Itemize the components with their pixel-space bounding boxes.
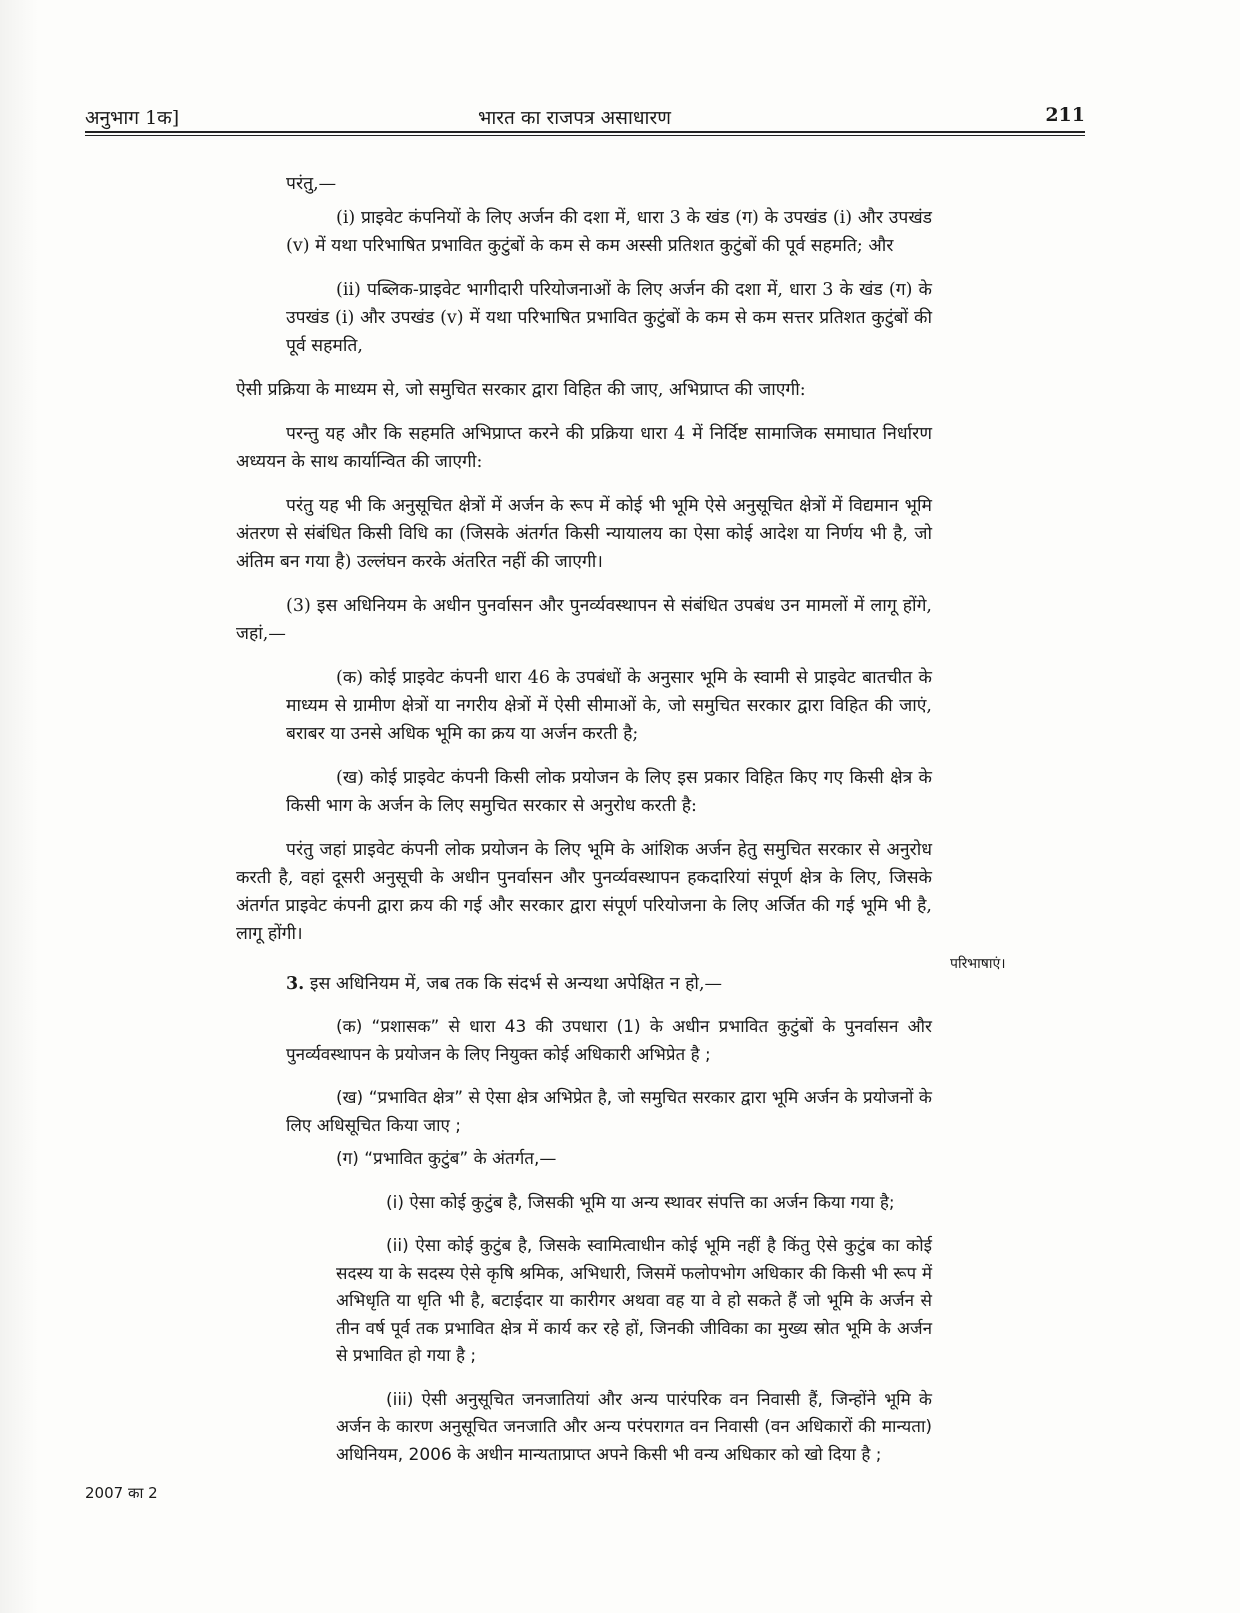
paragraph-partial-acquisition: परंतु जहां प्राइवेट कंपनी लोक प्रयोजन के लिए भूमि के आंशिक अर्जन हेतु समुचित सरकार से अनुरोध करती है, वहां दूसरी अनुसूची के अधीन पुनर्वासन और पुनर्व्यवस्थापन हकदारियां संपूर्ण क्षेत्र के लिए, जिसके अंतर्गत प्राइवेट कंपनी द्वारा क्रय की गई और सरकार द्वारा संपूर्ण परियोजना के लिए अर्जित की गई भूमि भी है, लागू होंगी। xyxy=(236,840,932,944)
affected-family-subclause-iii: (iii) ऐसी अनुसूचित जनजातियां और अन्य पारंपरिक वन निवासी हैं, जिन्होंने भूमि के अर्जन के कारण अनुसूचित जनजाति और अन्य परंपरागत वन निवासी (वन अधिकारों की मान्यता) अधिनियम, 2006 के अधीन मान्यताप्राप्त अपने किसी भी वन्य अधिकार को खो दिया है ; xyxy=(336,1389,932,1465)
section-3-intro: इस अधिनियम में, जब तक कि संदर्भ से अन्यथा अपेक्षित न हो,— xyxy=(309,974,723,994)
clause-kha: (ख) कोई प्राइवेट कंपनी किसी लोक प्रयोजन के लिए इस प्रकार विहित किए गए किसी क्षेत्र के किसी भाग के अर्जन के लिए समुचित सरकार से अनुरोध करती है: xyxy=(286,768,932,816)
header-section-label: अनुभाग 1क] xyxy=(85,107,180,129)
definition-affected-family: (ग) “प्रभावित कुटुंब” के अंतर्गत,— xyxy=(336,1149,557,1169)
proviso-clause-ii: (ii) पब्लिक-प्राइवेट भागीदारी परियोजनाओं के लिए अर्जन की दशा में, धारा 3 के खंड (ग) के उपखंड (i) और उपखंड (v) में यथा परिभाषित प्रभावित कुटुंबों के कम से कम सत्तर प्रतिशत कुटुंबों की पूर्व सहमति, xyxy=(286,280,932,356)
section-3-number: 3. xyxy=(286,974,305,994)
page-header xyxy=(85,100,1085,130)
clause-ka: (क) कोई प्राइवेट कंपनी धारा 46 के उपबंधों के अनुसार भूमि के स्वामी से प्राइवेट बातचीत के माध्यम से ग्रामीण क्षेत्रों या नगरीय क्षेत्रों में ऐसी सीमाओं के, जो समुचित सरकार द्वारा विहित की जाएं, बराबर या उनसे अधिक भूमि का क्रय या अर्जन करती है; xyxy=(286,668,932,744)
header-page-number: 211 xyxy=(1045,104,1085,126)
definition-administrator: (क) “प्रशासक” से धारा 43 की उपधारा (1) के अधीन प्रभावित कुटुंबों के पुनर्वासन और पुनर्व्यवस्थापन के प्रयोजन के लिए नियुक्त कोई अधिकारी अभिप्रेत है ; xyxy=(286,1017,932,1065)
subsection-3: (3) इस अधिनियम के अधीन पुनर्वासन और पुनर्व्यवस्थापन से संबंधित उपबंध उन मामलों में लागू होंगे, जहां,— xyxy=(236,596,932,644)
affected-family-subclause-ii: (ii) ऐसा कोई कुटुंब है, जिसके स्वामित्वाधीन कोई भूमि नहीं है किंतु ऐसे कुटुंब का कोई सदस्य या के सदस्य ऐसे कृषि श्रमिक, अभिधारी, जिसमें फलोपभोग अधिकार की किसी भी रूप में अभिधृति या धृति भी है, बटाईदार या कारीगर अथवा वह या वे हो सकते हैं जो भूमि के अर्जन से तीन वर्ष पूर्व तक प्रभावित क्षेत्र में कार्य कर रहे हों, जिनकी जीविका का मुख्य स्रोत भूमि के अर्जन से प्रभावित हो गया है ; xyxy=(336,1236,932,1366)
definition-affected-area: (ख) “प्रभावित क्षेत्र” से ऐसा क्षेत्र अभिप्रेत है, जो समुचित सरकार द्वारा भूमि अर्जन के प्रयोजनों के लिए अधिसूचित किया जाए ; xyxy=(286,1088,932,1136)
affected-family-subclause-i: (i) ऐसा कोई कुटुंब है, जिसकी भूमि या अन्य स्थावर संपत्ति का अर्जन किया गया है; xyxy=(386,1192,895,1213)
header-gazette-title: भारत का राजपत्र असाधारण xyxy=(478,107,671,129)
margin-note-definitions: परिभाषाएं। xyxy=(950,956,1006,972)
margin-note-act-reference: 2007 का 2 xyxy=(85,1484,158,1502)
header-rule-thick xyxy=(85,131,1085,133)
header-rule-thin xyxy=(85,135,1085,136)
document-body xyxy=(236,170,932,1485)
page-edge xyxy=(0,0,38,1613)
paragraph-further-proviso: परन्तु यह और कि सहमति अभिप्राप्त करने की प्रक्रिया धारा 4 में निर्दिष्ट सामाजिक समाघात निर्धारण अध्ययन के साथ कार्यान्वित की जाएगी: xyxy=(236,424,932,472)
paragraph-scheduled-areas: परंतु यह भी कि अनुसूचित क्षेत्रों में अर्जन के रूप में कोई भी भूमि ऐसे अनुसूचित क्षेत्रों में विद्यमान भूमि अंतरण से संबंधित किसी विधि का (जिसके अंतर्गत किसी न्यायालय का ऐसा कोई आदेश या निर्णय भी है, जो अंतिम बन गया है) उल्लंघन करके अंतरित नहीं की जाएगी। xyxy=(236,496,932,572)
paragraph-procedure: ऐसी प्रक्रिया के माध्यम से, जो समुचित सरकार द्वारा विहित की जाए, अभिप्राप्त की जाएगी: xyxy=(236,380,806,400)
proviso-heading: परंतु,— xyxy=(286,174,337,194)
proviso-clause-i: (i) प्राइवेट कंपनियों के लिए अर्जन की दशा में, धारा 3 के खंड (ग) के उपखंड (i) और उपखंड (v) में यथा परिभाषित प्रभावित कुटुंबों के कम से कम अस्सी प्रतिशत कुटुंबों की पूर्व सहमति; और xyxy=(286,208,932,256)
section-3-heading xyxy=(236,970,932,998)
